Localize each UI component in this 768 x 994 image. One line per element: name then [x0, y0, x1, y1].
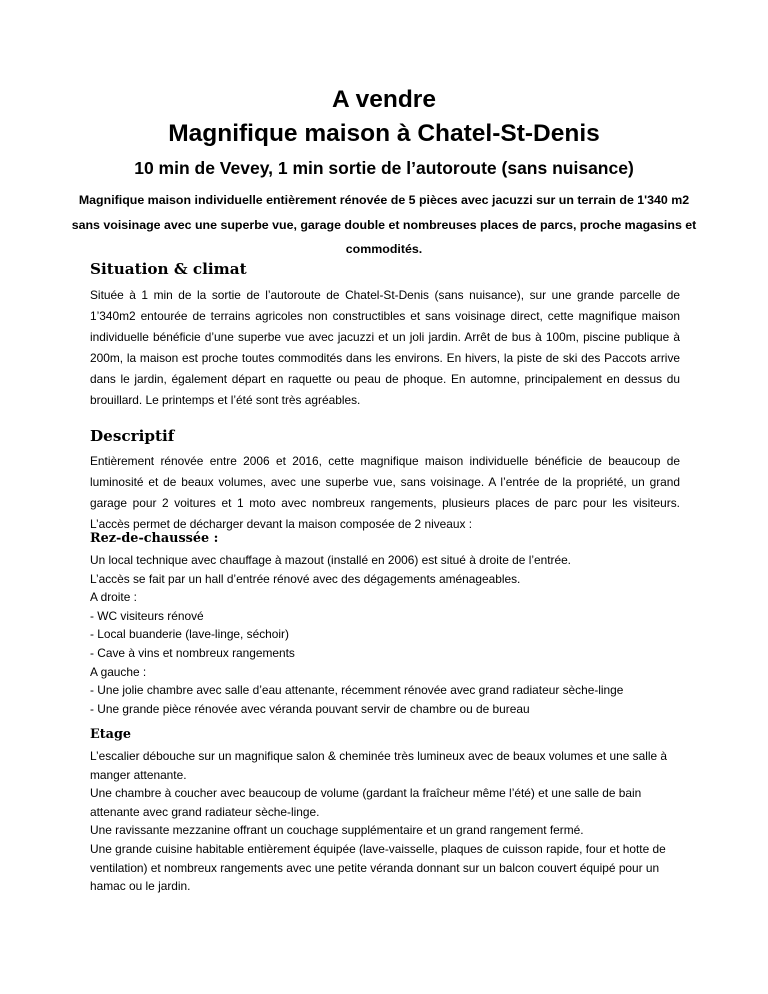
- rez-line: L’accès se fait par un hall d’entrée rénové avec des dégagements aménageables.: [90, 571, 521, 586]
- rez-line: - Local buanderie (lave-linge, séchoir): [90, 627, 289, 642]
- heading-situation: Situation & climat: [90, 260, 247, 278]
- etage-line: Une ravissante mezzanine offrant un couchage supplémentaire et un grand rangement fermé.: [90, 823, 584, 838]
- rez-line: Un local technique avec chauffage à mazout (installé en 2006) est situé à droite de l’entrée.: [90, 553, 571, 567]
- etage-line: L’escalier débouche sur un magnifique salon & cheminée très lumineux avec de beaux volumes et une salle à manger attenante.: [90, 749, 668, 782]
- rez-line: A gauche :: [90, 664, 147, 679]
- intro-paragraph: Magnifique maison individuelle entièrement rénovée de 5 pièces avec jacuzzi sur un terrain de 1'340 m2 sans voisinage avec une superbe vue, garage double et nombreuses places de parcs, proche magasins et commodités.: [71, 193, 697, 256]
- heading-rez-de-chaussee: Rez-de-chaussée :: [90, 531, 219, 546]
- subtitle: 10 min de Vevey, 1 min sortie de l’autoroute (sans nuisance): [134, 158, 634, 178]
- paragraph-situation: Située à 1 min de la sortie de l’autoroute de Chatel-St-Denis (sans nuisance), sur une grande parcelle de 1’340m2 entourée de terrains agricoles non constructibles et sans voisinage direct, cette magnifique maison individuelle bénéficie d’une superbe vue avec jacuzzi et un joli jardin. Arrêt de bus à 100m, piscine publique à 200m, la maison est proche toutes commodités dans les environs. En hivers, la piste de ski des Paccots arrive dans le jardin, également départ en raquette ou peau de phoque. En automne, principalement en dessus du brouillard. Le printemps et l’été sont très agréables.: [90, 288, 680, 407]
- rez-line: - Une jolie chambre avec salle d’eau attenante, récemment rénovée avec grand radiateur sèche-linge: [90, 683, 624, 698]
- etage-line: Une chambre à coucher avec beaucoup de volume (gardant la fraîcheur même l’été) et une salle de bain attenante avec grand radiateur sèche-linge.: [90, 786, 642, 819]
- rez-line: - Cave à vins et nombreux rangements: [90, 645, 295, 660]
- paragraph-descriptif: Entièrement rénovée entre 2006 et 2016, cette magnifique maison individuelle bénéficie de beaucoup de luminosité et de beaux volumes, avec une superbe vue, sans voisinage. A l’entrée de la propriété, un grand garage pour 2 voitures et 1 moto avec nombreux rangements, plusieurs places de parc pour les visiteurs. L’accès permet de décharger devant la maison composée de 2 niveaux :: [90, 454, 680, 531]
- rez-de-chaussee-list: [90, 551, 690, 718]
- title-line-1: A vendre: [332, 86, 436, 113]
- rez-line: A droite :: [90, 590, 137, 605]
- rez-line: - WC visiteurs rénové: [90, 608, 204, 623]
- heading-etage: Etage: [90, 727, 132, 742]
- rez-line: - Une grande pièce rénovée avec véranda pouvant servir de chambre ou de bureau: [90, 701, 530, 716]
- etage-line: Une grande cuisine habitable entièrement équipée (lave-vaisselle, plaques de cuisson rapide, four et hotte de ventilation) et nombreux rangements avec une petite véranda donnant sur un balcon couvert équipé pour un hamac ou le jardin.: [90, 841, 666, 894]
- title-line-2: Magnifique maison à Chatel-St-Denis: [168, 120, 600, 147]
- etage-list: [90, 747, 682, 896]
- heading-descriptif: Descriptif: [90, 427, 175, 445]
